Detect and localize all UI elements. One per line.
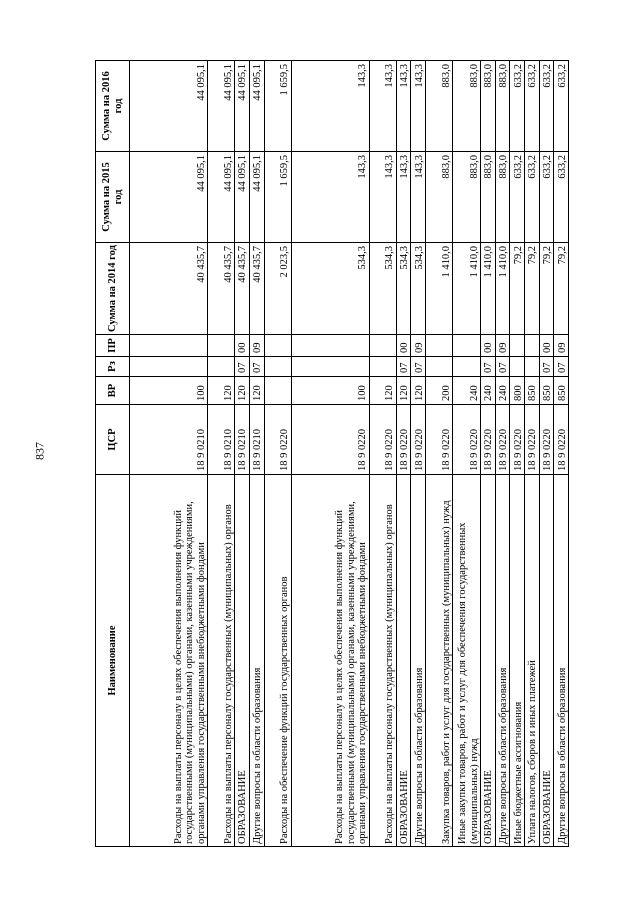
cell-rz: 07 <box>249 357 264 377</box>
header-sum-2015: Сумма на 2015 год <box>96 152 130 243</box>
cell-rz: 07 <box>554 357 569 377</box>
cell-pr <box>264 335 291 357</box>
cell-pr: 00 <box>396 335 411 357</box>
cell-sum-2016: 883,0 <box>453 61 481 152</box>
cell-sum-2016: 143,3 <box>411 61 426 152</box>
cell-pr: 00 <box>481 335 496 357</box>
cell-sum-2016: 633,2 <box>554 61 569 152</box>
cell-sum-2016: 44 095,1 <box>235 61 250 152</box>
cell-csr: 18 9 0220 <box>481 405 496 475</box>
cell-pr: 00 <box>539 335 554 357</box>
cell-name: ОБРАЗОВАНИЕ <box>396 475 411 847</box>
cell-csr: 18 9 0210 <box>208 405 235 475</box>
cell-sum-2016: 143,3 <box>369 61 396 152</box>
table-row <box>369 61 396 847</box>
cell-name: Другие вопросы в области образования <box>249 475 264 847</box>
cell-sum-2014: 2 023,5 <box>264 243 291 335</box>
cell-sum-2016: 633,2 <box>510 61 525 152</box>
cell-vr: 120 <box>235 377 250 405</box>
cell-sum-2014: 534,3 <box>411 243 426 335</box>
cell-rz: 07 <box>411 357 426 377</box>
cell-sum-2015: 44 095,1 <box>235 152 250 243</box>
cell-sum-2016: 44 095,1 <box>249 61 264 152</box>
cell-pr <box>453 335 481 357</box>
cell-vr <box>264 377 291 405</box>
cell-csr: 18 9 0210 <box>235 405 250 475</box>
cell-rz <box>426 357 453 377</box>
cell-sum-2014: 1 410,0 <box>495 243 510 335</box>
table-row <box>554 61 569 847</box>
cell-sum-2014: 534,3 <box>369 243 396 335</box>
cell-rz: 07 <box>396 357 411 377</box>
cell-sum-2014: 1 410,0 <box>426 243 453 335</box>
table-row <box>396 61 411 847</box>
cell-sum-2014: 1 410,0 <box>481 243 496 335</box>
cell-sum-2016: 883,0 <box>426 61 453 152</box>
cell-pr: 09 <box>249 335 264 357</box>
cell-vr: 240 <box>453 377 481 405</box>
cell-rz: 07 <box>235 357 250 377</box>
cell-name: Расходы на выплаты персоналу в целях обеспечения выполнения функций государственными (муниципальными) органами, казенными учреждениями, органами управления государственными внебюджетными фондами <box>130 475 208 847</box>
header-pr: ПР <box>96 335 130 357</box>
cell-vr: 850 <box>525 377 540 405</box>
cell-sum-2016: 633,2 <box>525 61 540 152</box>
cell-rz <box>291 357 369 377</box>
cell-name: Расходы на выплаты персоналу в целях обеспечения выполнения функций государственными (муниципальными) органами, казенными учреждениями, органами управления государственными внебюджетными фондами <box>291 475 369 847</box>
page-number: 837 <box>32 442 47 460</box>
table-body <box>130 61 569 847</box>
cell-sum-2014: 79,2 <box>554 243 569 335</box>
cell-vr: 200 <box>426 377 453 405</box>
header-rz: Рз <box>96 357 130 377</box>
cell-rz: 07 <box>539 357 554 377</box>
cell-sum-2014: 40 435,7 <box>249 243 264 335</box>
cell-sum-2016: 1 659,5 <box>264 61 291 152</box>
cell-vr: 120 <box>369 377 396 405</box>
cell-vr: 800 <box>510 377 525 405</box>
cell-rz <box>510 357 525 377</box>
cell-sum-2015: 633,2 <box>510 152 525 243</box>
cell-vr: 240 <box>481 377 496 405</box>
cell-name: Другие вопросы в области образования <box>411 475 426 847</box>
header-sum-2016: Сумма на 2016 год <box>96 61 130 152</box>
cell-csr: 18 9 0220 <box>291 405 369 475</box>
cell-sum-2015: 883,0 <box>426 152 453 243</box>
table-row <box>411 61 426 847</box>
cell-csr: 18 9 0220 <box>369 405 396 475</box>
cell-sum-2016: 633,2 <box>539 61 554 152</box>
cell-name: Уплата налогов, сборов и иных платежей <box>525 475 540 847</box>
cell-rz <box>453 357 481 377</box>
cell-sum-2015: 883,0 <box>481 152 496 243</box>
cell-sum-2015: 633,2 <box>539 152 554 243</box>
cell-pr <box>291 335 369 357</box>
cell-pr <box>130 335 208 357</box>
cell-name: Иные бюджетные ассигнования <box>510 475 525 847</box>
cell-csr: 18 9 0220 <box>411 405 426 475</box>
cell-name: Закупка товаров, работ и услуг для государственных (муниципальных) нужд <box>426 475 453 847</box>
cell-sum-2016: 143,3 <box>291 61 369 152</box>
table-row <box>249 61 264 847</box>
table-row <box>291 61 369 847</box>
table-row <box>130 61 208 847</box>
cell-sum-2015: 143,3 <box>396 152 411 243</box>
cell-vr: 850 <box>554 377 569 405</box>
cell-sum-2015: 143,3 <box>411 152 426 243</box>
cell-rz: 07 <box>495 357 510 377</box>
cell-csr: 18 9 0210 <box>130 405 208 475</box>
cell-name: ОБРАЗОВАНИЕ <box>235 475 250 847</box>
cell-csr: 18 9 0220 <box>495 405 510 475</box>
cell-pr: 09 <box>411 335 426 357</box>
table-row <box>525 61 540 847</box>
cell-vr: 850 <box>539 377 554 405</box>
cell-csr: 18 9 0220 <box>264 405 291 475</box>
cell-rz <box>264 357 291 377</box>
cell-pr <box>369 335 396 357</box>
cell-sum-2015: 143,3 <box>369 152 396 243</box>
cell-sum-2015: 44 095,1 <box>208 152 235 243</box>
cell-sum-2016: 44 095,1 <box>208 61 235 152</box>
cell-sum-2015: 1 659,5 <box>264 152 291 243</box>
cell-sum-2015: 143,3 <box>291 152 369 243</box>
cell-name: Другие вопросы в области образования <box>495 475 510 847</box>
cell-vr: 120 <box>396 377 411 405</box>
cell-vr: 120 <box>411 377 426 405</box>
cell-sum-2014: 1 410,0 <box>453 243 481 335</box>
cell-pr <box>525 335 540 357</box>
cell-name: Расходы на обеспечение функций государственных органов <box>264 475 291 847</box>
cell-csr: 18 9 0220 <box>539 405 554 475</box>
table-row <box>481 61 496 847</box>
cell-sum-2016: 883,0 <box>481 61 496 152</box>
cell-rz <box>130 357 208 377</box>
cell-csr: 18 9 0220 <box>554 405 569 475</box>
cell-name: ОБРАЗОВАНИЕ <box>481 475 496 847</box>
cell-vr: 120 <box>208 377 235 405</box>
cell-sum-2014: 79,2 <box>510 243 525 335</box>
header-sum-2014: Сумма на 2014 год <box>96 243 130 335</box>
cell-pr <box>208 335 235 357</box>
cell-sum-2014: 79,2 <box>539 243 554 335</box>
cell-name: Расходы на выплаты персоналу государственных (муниципальных) органов <box>208 475 235 847</box>
cell-pr: 09 <box>554 335 569 357</box>
cell-sum-2015: 633,2 <box>525 152 540 243</box>
table-row <box>426 61 453 847</box>
cell-name: ОБРАЗОВАНИЕ <box>539 475 554 847</box>
cell-rz <box>369 357 396 377</box>
cell-name: Другие вопросы в области образования <box>554 475 569 847</box>
cell-sum-2015: 44 095,1 <box>130 152 208 243</box>
cell-vr: 100 <box>291 377 369 405</box>
table-row <box>539 61 554 847</box>
header-csr: ЦСР <box>96 405 130 475</box>
cell-sum-2014: 40 435,7 <box>208 243 235 335</box>
cell-vr: 120 <box>249 377 264 405</box>
cell-sum-2016: 143,3 <box>396 61 411 152</box>
cell-csr: 18 9 0220 <box>453 405 481 475</box>
cell-sum-2016: 44 095,1 <box>130 61 208 152</box>
cell-csr: 18 9 0220 <box>525 405 540 475</box>
cell-vr: 240 <box>495 377 510 405</box>
budget-table <box>95 60 569 847</box>
cell-csr: 18 9 0220 <box>426 405 453 475</box>
rotated-table-container <box>95 61 569 847</box>
cell-sum-2014: 534,3 <box>291 243 369 335</box>
table-row <box>264 61 291 847</box>
header-name: Наименование <box>96 475 130 847</box>
cell-sum-2016: 883,0 <box>495 61 510 152</box>
cell-pr: 09 <box>495 335 510 357</box>
cell-pr <box>510 335 525 357</box>
cell-sum-2015: 633,2 <box>554 152 569 243</box>
cell-rz <box>525 357 540 377</box>
cell-csr: 18 9 0220 <box>396 405 411 475</box>
cell-sum-2014: 534,3 <box>396 243 411 335</box>
cell-name: Расходы на выплаты персоналу государственных (муниципальных) органов <box>369 475 396 847</box>
cell-name: Иные закупки товаров, работ и услуг для обеспечения государственных (муниципальных) нужд <box>453 475 481 847</box>
cell-rz <box>208 357 235 377</box>
cell-sum-2014: 40 435,7 <box>235 243 250 335</box>
cell-sum-2015: 883,0 <box>495 152 510 243</box>
cell-csr: 18 9 0220 <box>510 405 525 475</box>
table-header-row <box>96 61 130 847</box>
table-row <box>453 61 481 847</box>
cell-pr <box>426 335 453 357</box>
cell-pr: 00 <box>235 335 250 357</box>
table-row <box>208 61 235 847</box>
cell-csr: 18 9 0210 <box>249 405 264 475</box>
table-row <box>235 61 250 847</box>
header-vr: ВР <box>96 377 130 405</box>
cell-sum-2014: 40 435,7 <box>130 243 208 335</box>
cell-sum-2015: 44 095,1 <box>249 152 264 243</box>
table-row <box>510 61 525 847</box>
cell-sum-2015: 883,0 <box>453 152 481 243</box>
cell-rz: 07 <box>481 357 496 377</box>
table-row <box>495 61 510 847</box>
cell-vr: 100 <box>130 377 208 405</box>
cell-sum-2014: 79,2 <box>525 243 540 335</box>
